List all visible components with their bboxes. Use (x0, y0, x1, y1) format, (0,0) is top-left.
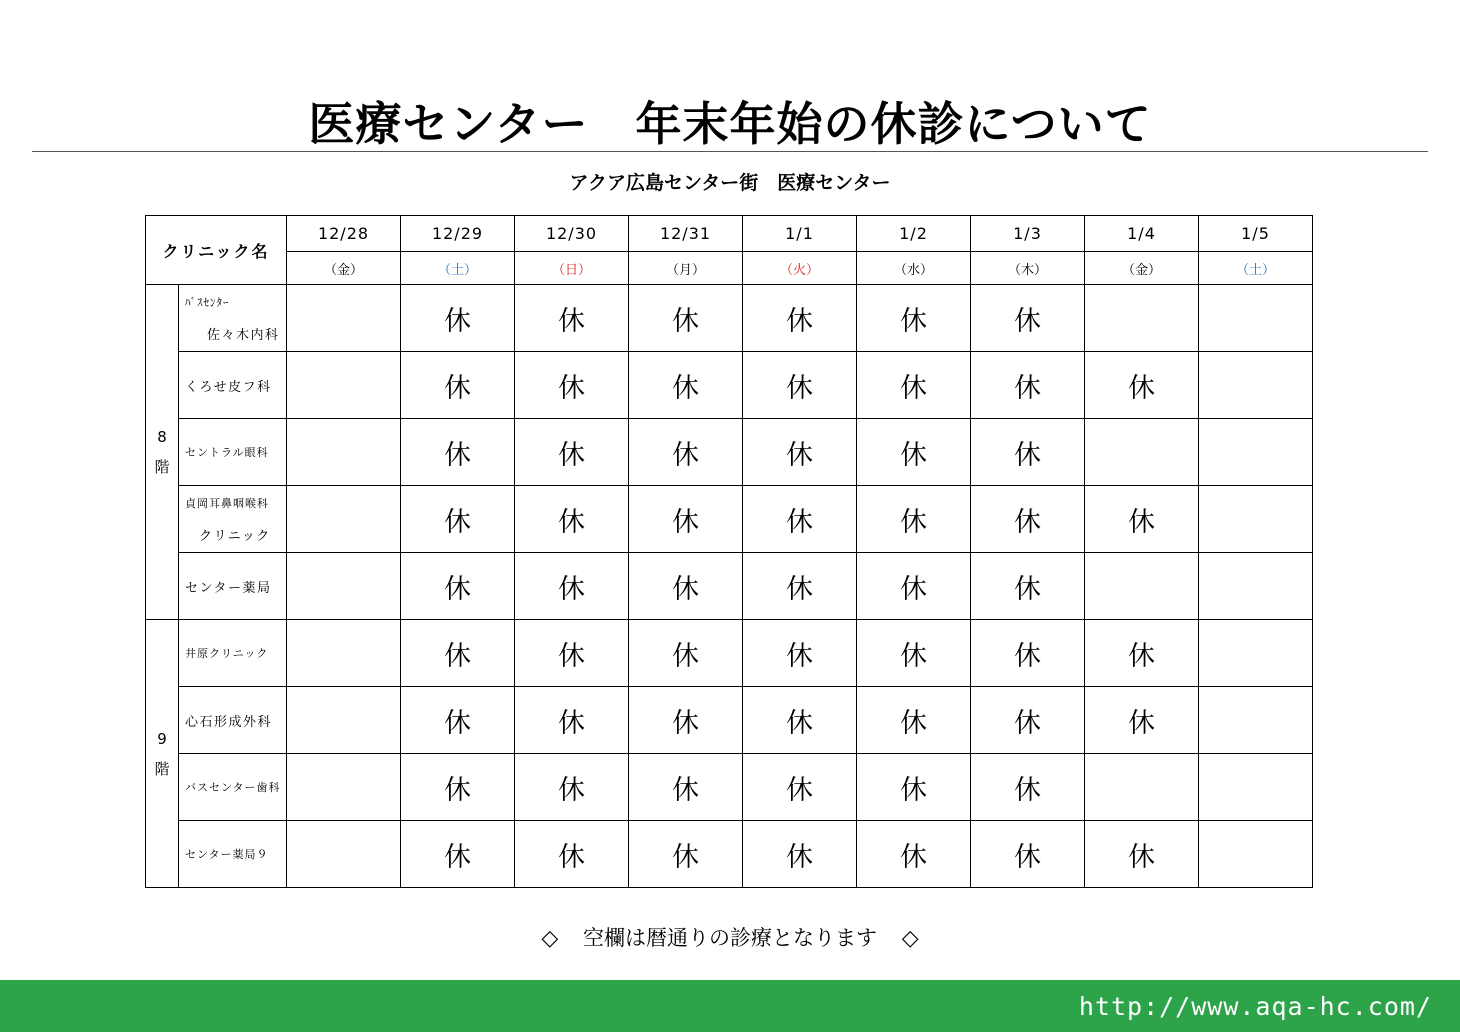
closed-cell: 休 (401, 620, 515, 687)
closed-cell: 休 (401, 821, 515, 888)
clinic-name-line2: 佐々木内科 (207, 327, 280, 343)
closed-cell: 休 (401, 352, 515, 419)
clinic-name-line1: ﾊﾞｽｾﾝﾀｰ (185, 295, 230, 309)
clinic-name (179, 285, 287, 352)
open-cell (1199, 821, 1313, 888)
weekday-header: （土） (1199, 252, 1313, 285)
closed-cell: 休 (743, 352, 857, 419)
open-cell (1199, 285, 1313, 352)
closed-cell: 休 (743, 687, 857, 754)
diamond-icon-left: ◇ (541, 926, 559, 951)
clinic-name-line1: センター薬局９ (185, 848, 269, 861)
weekday-header: （木） (971, 252, 1085, 285)
closed-cell: 休 (857, 687, 971, 754)
closed-cell: 休 (401, 553, 515, 620)
closed-cell: 休 (401, 486, 515, 553)
closed-cell: 休 (971, 553, 1085, 620)
closed-cell: 休 (629, 687, 743, 754)
closed-cell: 休 (515, 821, 629, 888)
date-header: 12/28 (287, 216, 401, 252)
open-cell (287, 352, 401, 419)
table-row (146, 821, 1313, 888)
closed-cell: 休 (971, 486, 1085, 553)
closed-cell: 休 (971, 352, 1085, 419)
weekday-header: （月） (629, 252, 743, 285)
floor-label (146, 620, 179, 888)
clinic-name (179, 620, 287, 687)
clinic-name-line1: 心石形成外科 (185, 714, 273, 730)
closed-cell: 休 (1085, 687, 1199, 754)
clinic-name-header: クリニック名 (146, 216, 287, 285)
closed-cell: 休 (971, 754, 1085, 821)
closed-cell: 休 (515, 486, 629, 553)
closed-cell: 休 (857, 754, 971, 821)
closed-cell: 休 (743, 754, 857, 821)
closed-cell: 休 (401, 687, 515, 754)
closed-cell: 休 (629, 620, 743, 687)
website-link[interactable]: http://www.aqa-hc.com/ (1078, 992, 1432, 1021)
closed-cell: 休 (629, 486, 743, 553)
closed-cell: 休 (743, 821, 857, 888)
closed-cell: 休 (1085, 352, 1199, 419)
clinic-name (179, 486, 287, 553)
table-row (146, 754, 1313, 821)
closed-cell: 休 (857, 352, 971, 419)
diamond-icon-right: ◇ (901, 926, 919, 951)
table-row (146, 285, 1313, 352)
date-header: 1/2 (857, 216, 971, 252)
closed-cell: 休 (971, 821, 1085, 888)
floor-number: 8 (157, 428, 167, 446)
closed-cell: 休 (515, 754, 629, 821)
weekday-header: （金） (1085, 252, 1199, 285)
closed-cell: 休 (1085, 486, 1199, 553)
open-cell (287, 821, 401, 888)
weekday-header: （水） (857, 252, 971, 285)
weekday-header: （土） (401, 252, 515, 285)
weekday-header-row (146, 252, 1313, 285)
closed-cell: 休 (629, 352, 743, 419)
closed-cell: 休 (401, 754, 515, 821)
clinic-name-line1: 貞岡耳鼻咽喉科 (185, 496, 269, 510)
closed-cell: 休 (515, 553, 629, 620)
open-cell (287, 687, 401, 754)
closed-cell: 休 (629, 419, 743, 486)
table-row (146, 419, 1313, 486)
table-row (146, 553, 1313, 620)
closed-cell: 休 (857, 486, 971, 553)
closed-cell: 休 (857, 620, 971, 687)
closed-cell: 休 (971, 419, 1085, 486)
date-header: 12/30 (515, 216, 629, 252)
closed-cell: 休 (401, 285, 515, 352)
closed-cell: 休 (857, 553, 971, 620)
weekday-header: （火） (743, 252, 857, 285)
open-cell (287, 754, 401, 821)
closed-cell: 休 (971, 620, 1085, 687)
closed-cell: 休 (857, 285, 971, 352)
footer-bar (0, 980, 1460, 1032)
open-cell (287, 419, 401, 486)
closed-cell: 休 (515, 285, 629, 352)
closed-cell: 休 (629, 754, 743, 821)
floor-label (146, 285, 179, 620)
closed-cell: 休 (1085, 821, 1199, 888)
open-cell (287, 486, 401, 553)
open-cell (1199, 553, 1313, 620)
closed-cell: 休 (743, 285, 857, 352)
open-cell (1199, 687, 1313, 754)
open-cell (1085, 754, 1199, 821)
table-row (146, 352, 1313, 419)
open-cell (287, 285, 401, 352)
closed-cell: 休 (971, 687, 1085, 754)
open-cell (287, 620, 401, 687)
floor-kai: 階 (154, 759, 170, 778)
open-cell (1085, 285, 1199, 352)
holiday-schedule-table (145, 215, 1313, 888)
open-cell (1085, 419, 1199, 486)
clinic-name-line1: 井原クリニック (185, 647, 269, 660)
closed-cell: 休 (857, 821, 971, 888)
weekday-header: （日） (515, 252, 629, 285)
clinic-name-line1: バスセンター歯科 (185, 781, 281, 794)
open-cell (1199, 486, 1313, 553)
weekday-header: （金） (287, 252, 401, 285)
table-row (146, 620, 1313, 687)
date-header: 1/5 (1199, 216, 1313, 252)
closed-cell: 休 (515, 352, 629, 419)
closed-cell: 休 (1085, 620, 1199, 687)
date-header: 12/29 (401, 216, 515, 252)
date-header: 12/31 (629, 216, 743, 252)
open-cell (1199, 419, 1313, 486)
note (0, 922, 1460, 952)
open-cell (1199, 352, 1313, 419)
subtitle: アクア広島センター街 医療センター (569, 172, 891, 194)
closed-cell: 休 (515, 620, 629, 687)
clinic-name (179, 821, 287, 888)
closed-cell: 休 (629, 285, 743, 352)
closed-cell: 休 (743, 486, 857, 553)
clinic-name-line1: くろせ皮フ科 (185, 379, 272, 395)
closed-cell: 休 (971, 285, 1085, 352)
date-header: 1/3 (971, 216, 1085, 252)
clinic-name-line2: クリニック (199, 528, 271, 544)
table-row (146, 486, 1313, 553)
clinic-name (179, 553, 287, 620)
clinic-name-line1: セントラル眼科 (185, 446, 269, 459)
closed-cell: 休 (743, 553, 857, 620)
open-cell (1085, 553, 1199, 620)
clinic-name (179, 419, 287, 486)
clinic-name (179, 687, 287, 754)
table-row (146, 687, 1313, 754)
open-cell (287, 553, 401, 620)
closed-cell: 休 (743, 419, 857, 486)
page-title: 医療センター 年末年始の休診について (308, 97, 1152, 151)
closed-cell: 休 (401, 419, 515, 486)
open-cell (1199, 754, 1313, 821)
clinic-name (179, 754, 287, 821)
floor-number: 9 (157, 729, 167, 748)
note-text: 空欄は暦通りの診療となります (583, 926, 877, 950)
closed-cell: 休 (515, 687, 629, 754)
closed-cell: 休 (743, 620, 857, 687)
closed-cell: 休 (629, 821, 743, 888)
closed-cell: 休 (857, 419, 971, 486)
open-cell (1199, 620, 1313, 687)
floor-kai: 階 (154, 458, 170, 476)
date-header-row (146, 216, 1313, 252)
title-divider (32, 151, 1428, 152)
closed-cell: 休 (629, 553, 743, 620)
date-header: 1/4 (1085, 216, 1199, 252)
clinic-name-line1: センター薬局 (185, 580, 272, 596)
clinic-name (179, 352, 287, 419)
closed-cell: 休 (515, 419, 629, 486)
date-header: 1/1 (743, 216, 857, 252)
